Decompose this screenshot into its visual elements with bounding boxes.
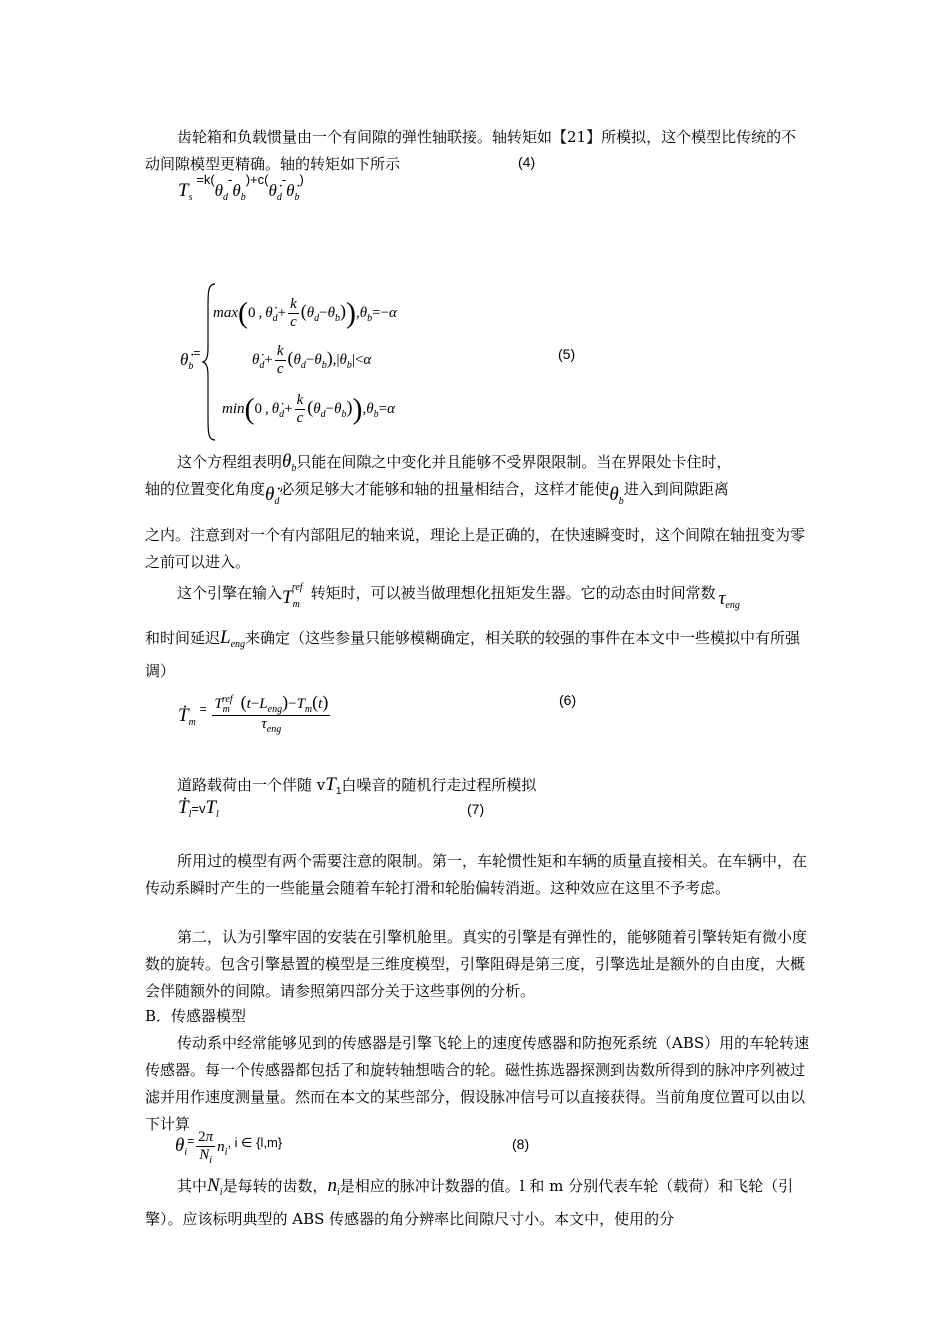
paragraph-sensor-definitions: 其中$N_i$是每转的齿数，$n_i$是相应的脉冲计数器的值。l 和 m 分别代表车轮（载荷）和飞轮（引擎）。应该标明典型的 ABS 传感器的角分辨率比间隙尺寸小。本文中，使用的分 xyxy=(145,1175,794,1228)
equation-4-number: (4) xyxy=(518,154,536,170)
paragraph-sensors: 传动系中经常能够见到的传感器是引擎飞轮上的速度传感器和防抱死系统（ABS）用的车轮转速传感器。每一个传感器都包括了和旋转轴想啮合的轮。磁性拣选器探测到齿数所得到的脉冲序列被过滤并用作速度测量量。然而在本文的某些部分，假设脉冲信号可以直接获得。当前角度位置可以由以下计算 xyxy=(145,1034,810,1133)
paragraph-backlash-explanation-1: 这个方程组表明$\theta_b$只能在间隙之中变化并且能够不受界限限制。当在界限处卡住时， xyxy=(177,451,732,474)
equation-5-case-2: $\thetȧ_d+$ $\frac{k}{c}$ $(\theta_d-\theta_b),|\theta_b|<\alpha$ xyxy=(252,343,372,377)
equation-6: Ṫ$_m$ = $\frac{T_m^{ref} (t-L_{eng})-T_m(t)}{\tau_{eng}}$ xyxy=(178,692,329,735)
paragraph-engine-mount: 第二，认为引擎牢固的安装在引擎机舱里。真实的引擎是有弹性的，能够随着引擎转矩有微小度数的旋转。包含引擎悬置的模型是三维度模型，引擎阻碍是第三度，引擎选址是额外的自由度，大概会伴随额外的间隙。请参照第四部分关于这些事例的分析。 xyxy=(145,928,808,1000)
paragraph-damping-note: 之内。注意到对一个有内部阻尼的轴来说，理论上是正确的，在快速瞬变时，这个间隙在轴扭变为零之前可以进入。 xyxy=(145,526,806,571)
equation-6-number: (6) xyxy=(559,692,577,708)
paragraph-backlash-explanation-2: 轴的位置变化角度$\thetȧ_d$必须足够大才能够和轴的扭量相结合，这样才能使$\theta_b$进入到间隙距离 xyxy=(145,480,729,507)
paragraph-model-limitations: 所用过的模型有两个需要注意的限制。第一，车轮惯性矩和车辆的质量直接相关。在车辆中，在传动系瞬时产生的一些能量会随着车轮打滑和轮胎偏转消逝。这种效应在这里不予考虑。 xyxy=(145,852,808,897)
paragraph-road-load: 道路载荷由一个伴随 $vT_1$白噪音的随机行走过程所模拟 xyxy=(177,774,537,797)
equation-4: $T_s$ $=k(\theta_d-\theta_b)+c(\thetȧ_d-\thetȧ_b)$ xyxy=(178,172,304,203)
equation-5-case-3: min(0 , $\thetȧ_d+$ $\frac{k}{c}$ $(\theta_d-\theta_b)),\theta_b=\alpha$ xyxy=(222,392,395,426)
paragraph-engine-model-1: 这个引擎在输入$T_m^{ref}$ 转矩时，可以被当做理想化扭矩发生器。它的动态由时间常数 $\tau_{eng}$ xyxy=(177,582,740,611)
equation-7-number: (7) xyxy=(467,801,485,817)
equation-8-number: (8) xyxy=(512,1136,530,1152)
paragraph-engine-model-2: 和时间延迟$L_{eng}$来确定（这些参量只能够模糊确定，相关联的较强的事件在本文中一些模拟中有所强调） xyxy=(145,627,801,680)
equation-5-lhs: $\thetȧ_b^=$ xyxy=(180,346,201,372)
section-heading-sensor-model: B．传感器模型 xyxy=(145,1007,247,1025)
equation-7: $Ṫ_l=vT_l$ xyxy=(178,797,219,820)
equation-5-number: (5) xyxy=(558,346,576,362)
torque-symbol: T xyxy=(178,180,189,201)
equation-8: $\theta_i=$ $\frac{2\pi}{N_i}$ $n_i$, i ∈ {l,m} xyxy=(175,1129,283,1166)
equation-5-case-1: max(0 , $\thetȧ_d+$ $\frac{k}{c}$ $(\theta_d-\theta_b)),\theta_b=-\alpha$ xyxy=(213,296,397,330)
paragraph-backlash-intro: 齿轮箱和负载惯量由一个有间隙的弹性轴联接。轴转矩如【21】所模拟，这个模型比传统的不动间隙模型更精确。轴的转矩如下所示 xyxy=(145,128,797,173)
